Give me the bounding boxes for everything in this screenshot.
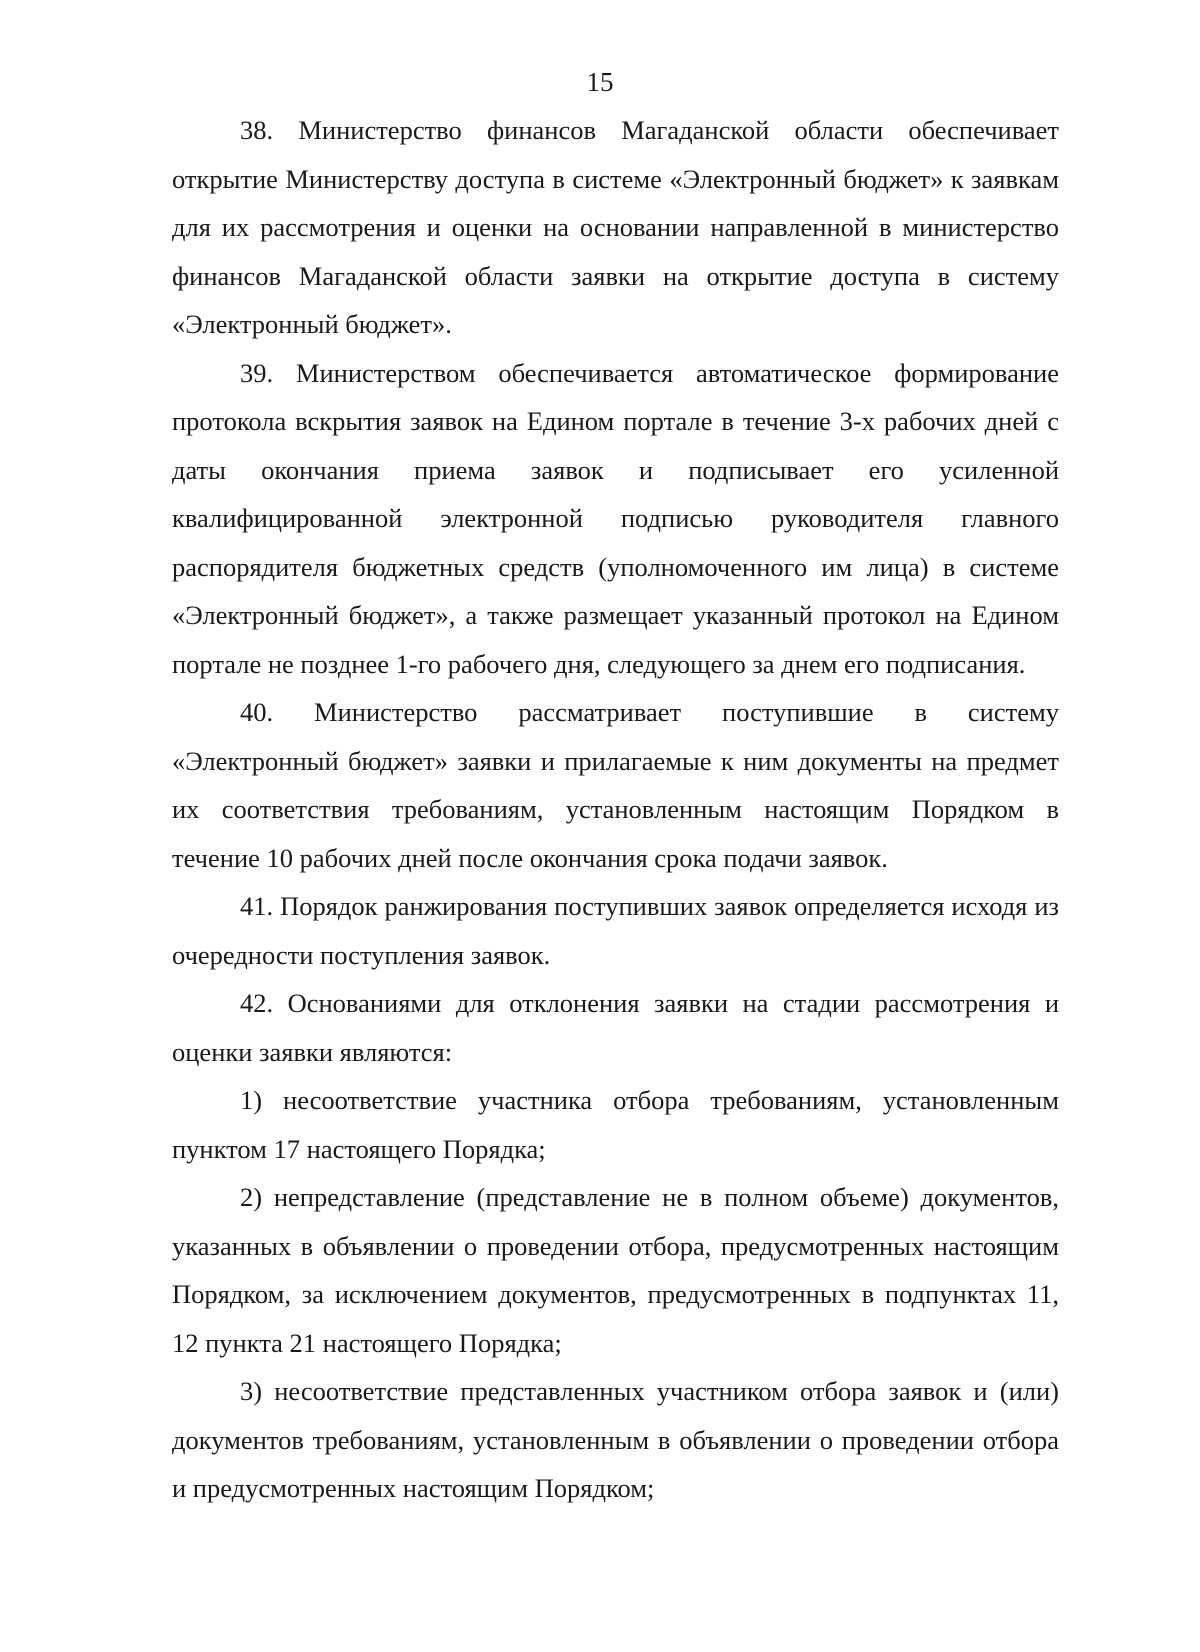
paragraph-41: 41. Порядок ранжирования поступивших заявок определяется исходя из очередности поступления заявок. [172,891,1059,970]
paragraph-39: 39. Министерством обеспечивается автоматическое формирование протокола вскрытия заявок на Едином портале в течение 3-х рабочих дней с даты окончания приема заявок и подписывает его усиленной квалифицированной электронной подписью руководителя главного распорядителя бюджетных средств (уполномоченного им лица) в системе «Электронный бюджет», а также размещает указанный протокол на Едином портале не позднее 1-го рабочего дня, следующего за днем его подписания. [172,357,1059,679]
paragraph-42: 42. Основаниями для отклонения заявки на стадии рассмотрения и оценки заявки являются: [172,988,1059,1067]
paragraph-40: 40. Министерство рассматривает поступившие в систему «Электронный бюджет» заявки и прилагаемые к ним документы на предмет их соответствия требованиям, установленным настоящим Порядком в течение 10 рабочих дней после окончания срока подачи заявок. [172,697,1059,873]
page-number: 15 [586,67,614,97]
document-body [172,106,1059,1513]
list-item-2: 2) непредставление (представление не в полном объеме) документов, указанных в объявлении о проведении отбора, предусмотренных настоящим Порядком, за исключением документов, предусмотренных в подпунктах 11, 12 пункта 21 настоящего Порядка; [172,1182,1059,1358]
list-item-1: 1) несоответствие участника отбора требованиям, установленным пунктом 17 настоящего Порядка; [172,1085,1059,1164]
list-item-3: 3) несоответствие представленных участником отбора заявок и (или) документов требованиям, установленным в объявлении о проведении отбора и предусмотренных настоящим Порядком; [172,1376,1059,1503]
paragraph-38: 38. Министерство финансов Магаданской области обеспечивает открытие Министерству доступа в системе «Электронный бюджет» к заявкам для их рассмотрения и оценки на основании направленной в министерство финансов Магаданской области заявки на открытие доступа в систему «Электронный бюджет». [172,115,1059,339]
